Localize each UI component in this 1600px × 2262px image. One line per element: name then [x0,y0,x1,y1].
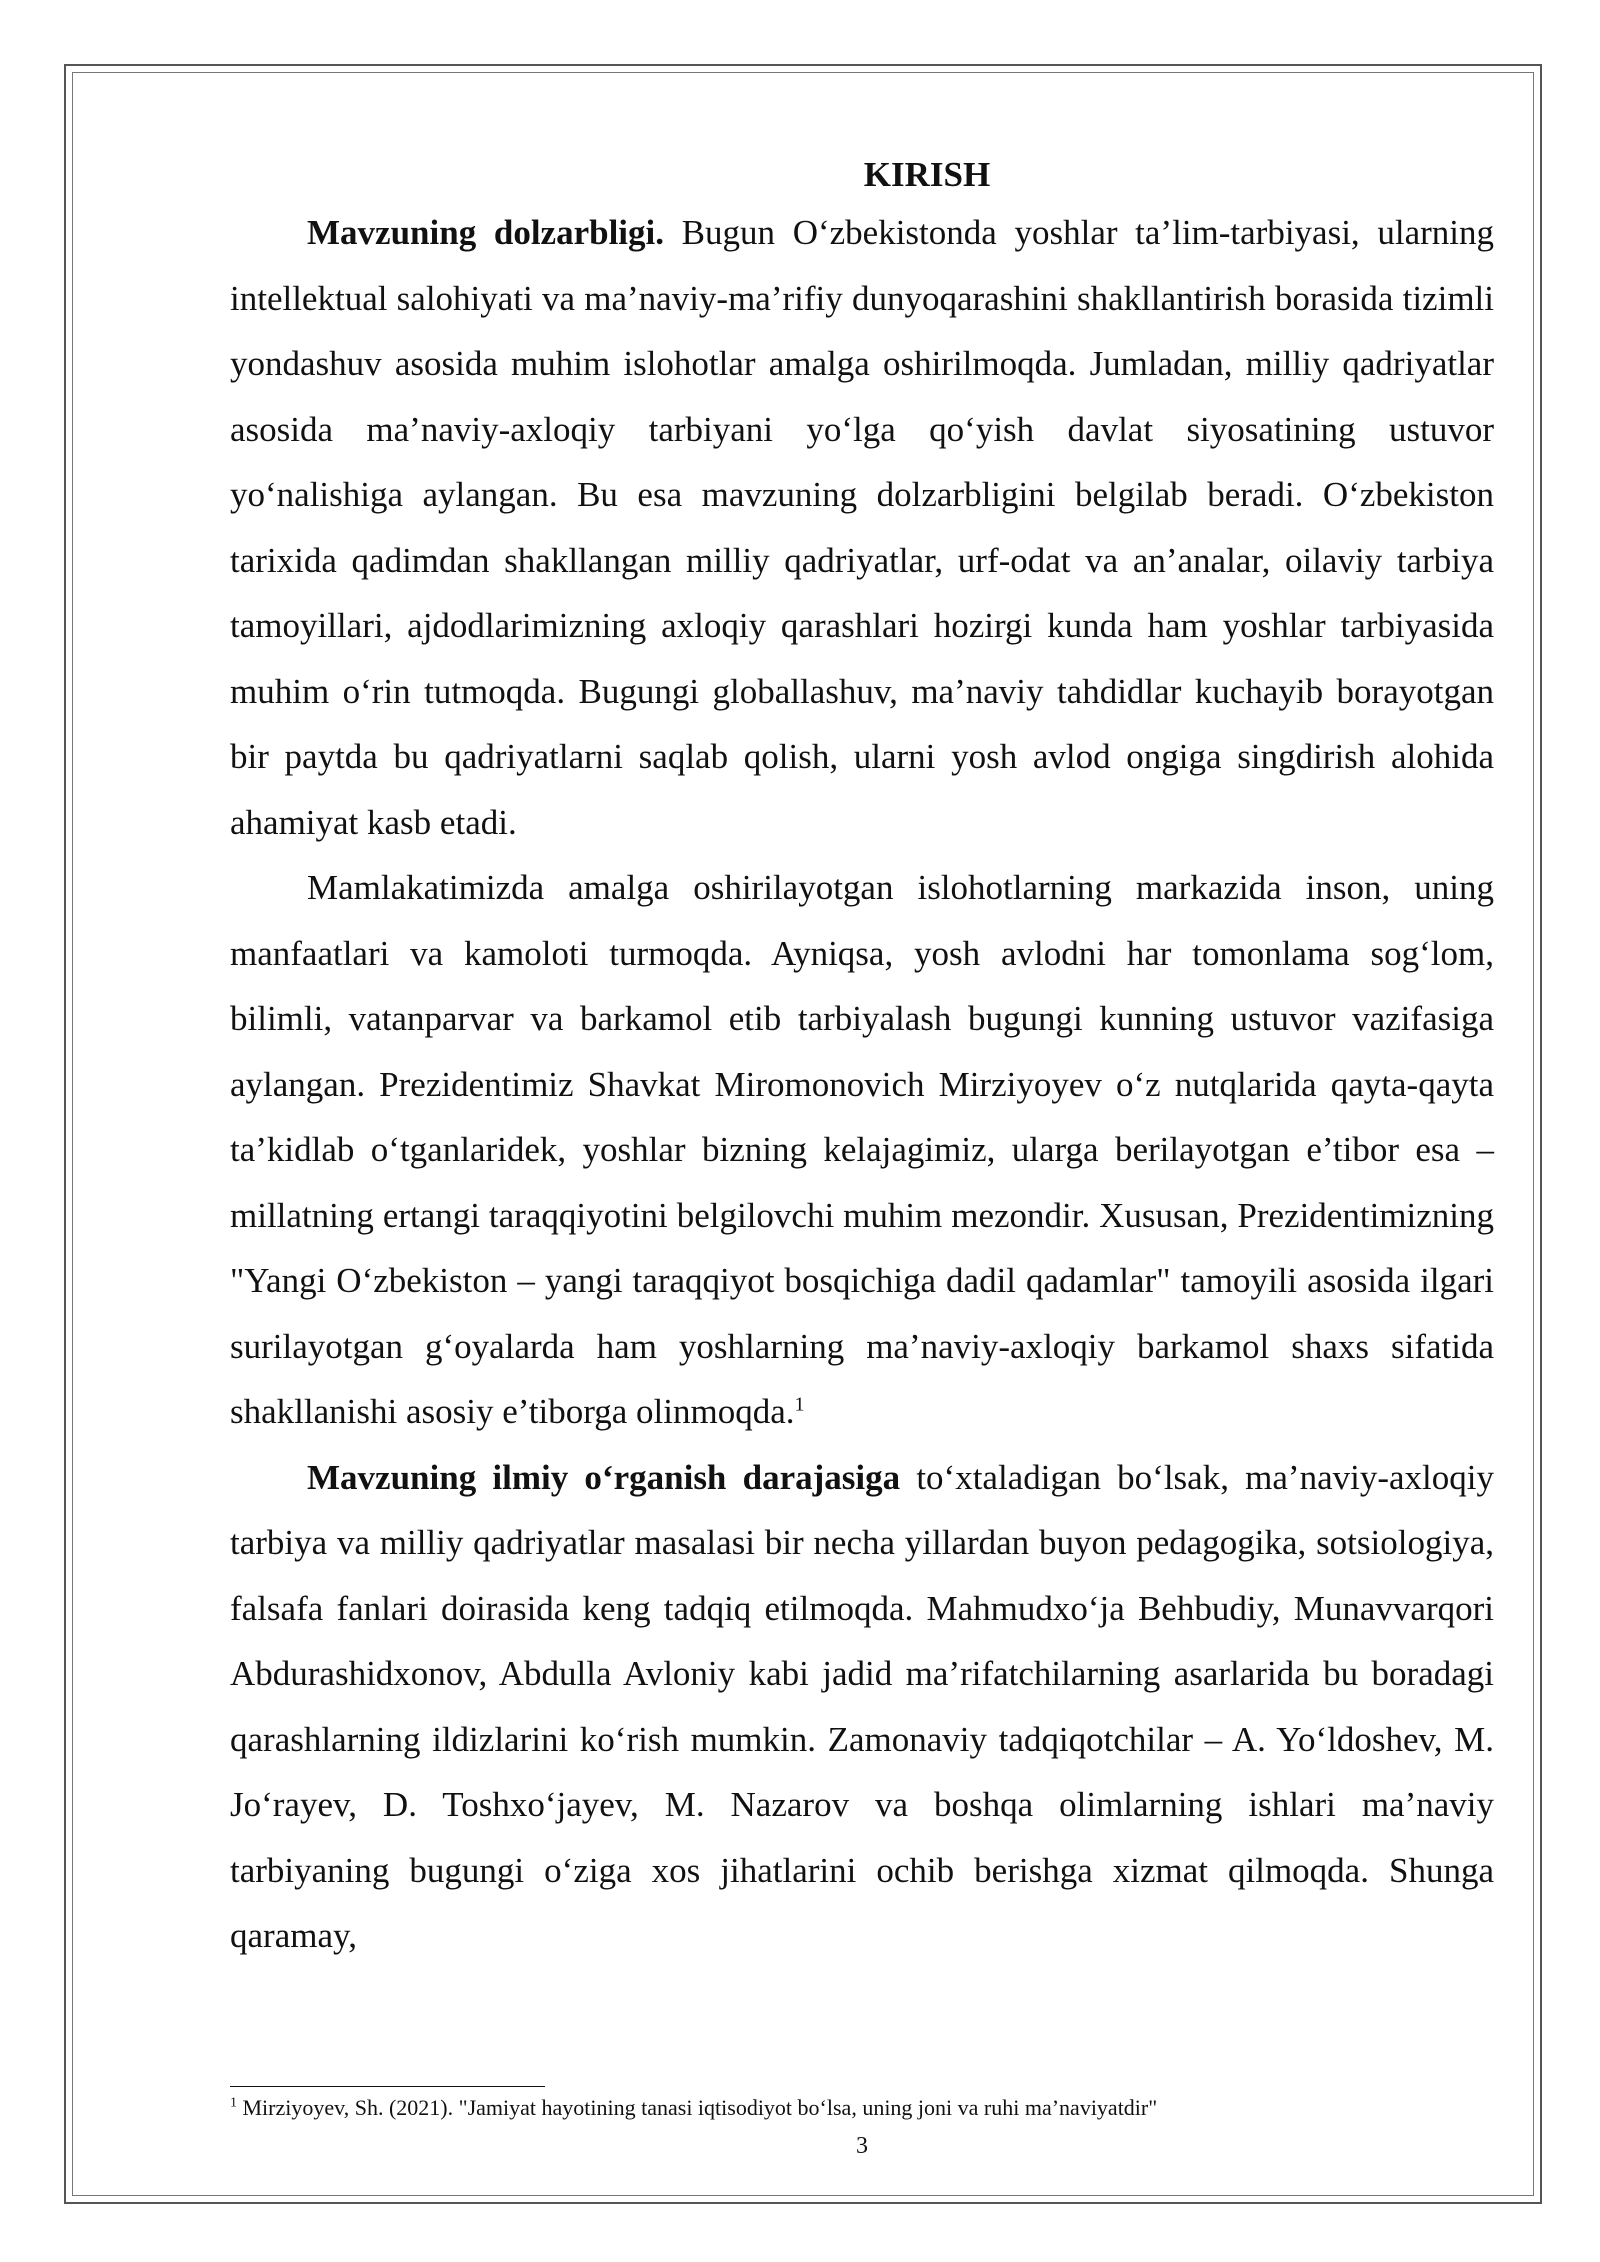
footnote-text: Mirziyoyev, Sh. (2021). "Jamiyat hayotining tanasi iqtisodiyot bo‘lsa, uning joni va ruhi ma’naviyatdir" [237,2095,1158,2120]
paragraph-research-level [230,1445,1494,1969]
page-body [230,150,1494,1969]
section-title: KIRISH [863,155,991,194]
footnote-number: 1 [230,2095,237,2111]
paragraph-lead: Mavzuning ilmiy o‘rganish darajasiga [307,1457,901,1497]
page-number: 3 [856,2133,868,2159]
paragraph-text: Bugun O‘zbekistonda yoshlar ta’lim-tarbiyasi, ularning intellektual salohiyati va ma’naviy-ma’rifiy dunyoqarashini shakllantirish borasida tizimli yondashuv asosida muhim islohotlar amalga oshirilmoqda. Jumladan, milliy qadriyatlar asosida ma’naviy-axloqiy tarbiyani yo‘lga qo‘yish davlat siyosatining ustuvor yo‘nalishiga aylangan. Bu esa mavzuning dolzarbligini belgilab beradi. O‘zbekiston tarixida qadimdan shakllangan milliy qadriyatlar, urf-odat va an’analar, oilaviy tarbiya tamoyillari, ajdodlarimizning axloqiy qarashlari hozirgi kunda ham yoshlar tarbiyasida muhim o‘rin tutmoqda. Bugungi globallashuv, ma’naviy tahdidlar kuchayib borayotgan bir paytda bu qadriyatlarni saqlab qolish, ularni yosh avlod ongiga singdirish alohida ahamiyat kasb etadi. [230,213,1494,842]
footnote-separator [230,2086,545,2087]
paragraph-relevance [230,200,1494,855]
footnote-reference[interactable]: 1 [794,1393,805,1416]
footnote [230,2094,1494,2122]
paragraph-lead: Mavzuning dolzarbligi. [307,213,665,252]
paragraph-text: to‘xtaladigan bo‘lsak, ma’naviy-axloqiy tarbiya va milliy qadriyatlar masalasi bir necha yillardan buyon pedagogika, sotsiologiya, falsafa fanlari doirasida keng tadqiq etilmoqda. Mahmudxo‘ja Behbudiy, Munavvarqori Abdurashidxonov, Abdulla Avloniy kabi jadid ma’rifatchilarning asarlarida bu boradagi qarashlarning ildizlarini ko‘rish mumkin. Zamonaviy tadqiqotchilar – A. Yo‘ldoshev, M. Jo‘rayev, D. Toshxo‘jayev, M. Nazarov va boshqa olimlarning ishlari ma’naviy tarbiyaning bugungi o‘ziga xos jihatlarini ochib berishga xizmat qilmoqda. Shunga qaramay, [230,1457,1494,1955]
paragraph-text: Mamlakatimizda amalga oshirilayotgan islohotlarning markazida inson, uning manfaatlari va kamoloti turmoqda. Ayniqsa, yosh avlodni har tomonlama sog‘lom, bilimli, vatanparvar va barkamol etib tarbiyalash bugungi kunning ustuvor vazifasiga aylangan. Prezidentimiz Shavkat Miromonovich Mirziyoyev o‘z nutqlarida qayta-qayta ta’kidlab o‘tganlaridek, yoshlar bizning kelajagimiz, ularga berilayotgan e’tibor esa – millatning ertangi taraqqiyotini belgilovchi muhim mezondir. Xususan, Prezidentimizning "Yangi O‘zbekiston – yangi taraqqiyot bosqichiga dadil qadamlar" tamoyili asosida ilgari surilayotgan g‘oyalarda ham yoshlarning ma’naviy-axloqiy barkamol shaxs sifatida shakllanishi asosiy e’tiborga olinmoqda. [230,868,1494,1431]
paragraph-reforms [230,855,1494,1445]
